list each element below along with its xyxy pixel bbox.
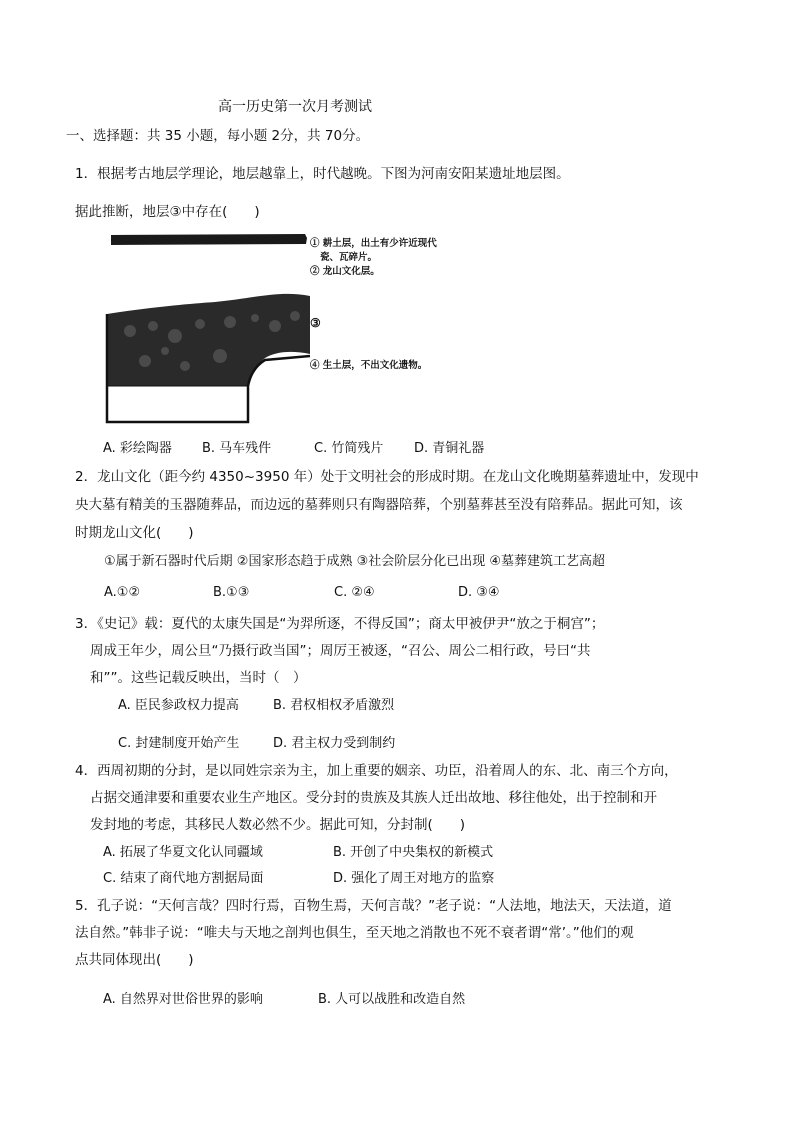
question-2-line-1: 2．龙山文化（距今约 4350~3950 年）处于文明社会的形成时期。在龙山文化晚期墓葬遗址中，发现中: [75, 469, 699, 485]
section-heading: 一、选择题：共 35 小题，每小题 2分，共 70分。: [66, 128, 370, 144]
question-2-statements: ①属于新石器时代后期 ②国家形态趋于成熟 ③社会阶层分化已出现 ④墓葬建筑工艺高超: [104, 554, 606, 569]
question-4-line-2: 占据交通津要和重要农业生产地区。受分封的贵族及其族人迁出故地、移往他处，出于控制和开: [90, 790, 657, 806]
q3-option-c[interactable]: C. 封建制度开始产生: [118, 736, 240, 751]
q2-option-a[interactable]: A.①②: [104, 585, 141, 600]
q1-option-c[interactable]: C. 竹简残片: [314, 441, 384, 456]
q4-option-a[interactable]: A. 拓展了华夏文化认同疆域: [103, 845, 263, 860]
question-2-line-3: 时期龙山文化( ): [75, 525, 194, 541]
q2-option-b[interactable]: B.①③: [213, 585, 250, 600]
q3-option-a[interactable]: A. 臣民参政权力提高: [118, 698, 239, 713]
figure-label-3: ③: [310, 316, 321, 330]
question-3-line-2: 周成王年少，周公旦“乃摄行政当国”；周厉王被逐，“召公、周公二相行政，号曰“共: [90, 643, 591, 659]
question-5-line-3: 点共同体现出( ): [75, 952, 194, 968]
layer-3-mass: [107, 294, 310, 386]
q5-option-b[interactable]: B. 人可以战胜和改造自然: [318, 992, 466, 1007]
question-3-line-3: 和””。这些记载反映出，当时（ ）: [90, 670, 307, 686]
figure-label-4: ④ 生土层，不出文化遗物。: [310, 360, 428, 371]
q4-option-c[interactable]: C. 结束了商代地方割据局面: [103, 871, 264, 886]
q5-option-a[interactable]: A. 自然界对世俗世界的影响: [103, 992, 263, 1007]
q3-option-d[interactable]: D. 君主权力受到制约: [273, 736, 396, 751]
question-5-line-1: 5．孔子说：“天何言哉？四时行焉，百物生焉，天何言哉？”老子说：“人法地，地法天，天法道，道: [75, 898, 672, 914]
q1-option-a[interactable]: A. 彩绘陶器: [103, 441, 172, 456]
page-title: 高一历史第一次月考测试: [218, 99, 372, 115]
q2-option-c[interactable]: C. ②④: [334, 585, 375, 600]
q3-option-b[interactable]: B. 君权相权矛盾激烈: [273, 698, 395, 713]
figure-label-1b: 瓷、瓦碎片。: [320, 252, 378, 263]
figure-label-2: ② 龙山文化层。: [310, 266, 380, 277]
q4-option-b[interactable]: B. 开创了中央集权的新模式: [333, 845, 494, 860]
q1-option-d[interactable]: D. 青铜礼器: [414, 441, 485, 456]
question-5-line-2: 法自然。”韩非子说：“唯夫与天地之剖判也俱生，至天地之消散也不死不衰者谓“常’。”他们的观: [75, 925, 634, 941]
figure-label-1a: ① 耕土层，出土有少许近现代: [310, 238, 437, 249]
question-4-line-1: 4．西周初期的分封，是以同姓宗亲为主，加上重要的姻亲、功臣，沿着周人的东、北、南三个方向，: [75, 763, 678, 779]
q4-option-d[interactable]: D. 强化了周王对地方的监察: [333, 871, 495, 886]
layer-1-band: [111, 234, 307, 245]
stratigraphy-figure: [105, 226, 445, 426]
q1-option-b[interactable]: B. 马车残件: [202, 441, 272, 456]
question-3-line-1: 3．《史记》载：夏代的太康失国是“为羿所逐，不得反国”；商太甲被伊尹“放之于桐宫”；: [75, 616, 605, 632]
question-2-line-2: 央大墓有精美的玉器随葬品，而边远的墓葬则只有陶器陪葬，个别墓葬甚至没有陪葬品。据此可知，该: [75, 497, 683, 513]
q2-option-d[interactable]: D. ③④: [458, 585, 500, 600]
question-4-line-3: 发封地的考虑，其移民人数必然不少。据此可知，分封制( ): [90, 817, 466, 833]
question-1-prompt: 据此推断，地层③中存在( ): [75, 204, 260, 220]
question-1-stem: 1．根据考古地层学理论，地层越靠上，时代越晚。下图为河南安阳某遗址地层图。: [75, 166, 570, 182]
